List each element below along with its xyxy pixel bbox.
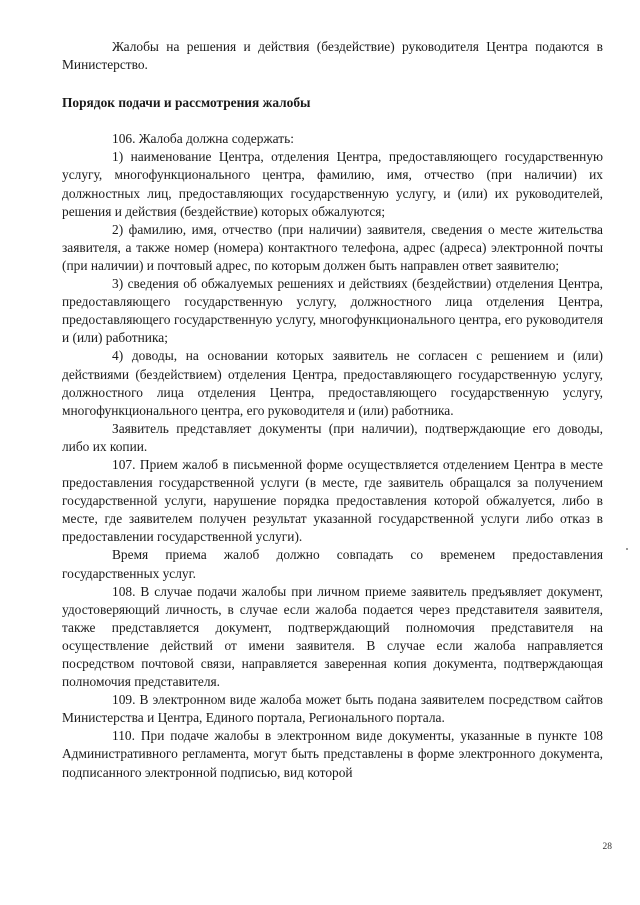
item-4: 4) доводы, на основании которых заявитель не согласен с решением и (или) действиями (бездействием) отделения Центра, предоставляющего государственную услугу, должностного лица отделения Центра, предоставляющего государственную услугу, многофункционального центра, его руководителя и (или) работника. [62, 348, 603, 418]
paragraph-110: 110. При подаче жалобы в электронном виде документы, указанные в пункте 108 Административного регламента, могут быть представлены в форме электронного документа, подписанного электронной подписью, вид которой [62, 728, 603, 780]
item-2: 2) фамилию, имя, отчество (при наличии) заявителя, сведения о месте жительства заявителя, а также номер (номера) контактного телефона, адрес (адреса) электронной почты (при наличии) и почтовый адрес, по которым должен быть направлен ответ заявителю; [62, 221, 603, 273]
reception-time-paragraph: Время приема жалоб должно совпадать со временем предоставления государственных услуг. [62, 547, 603, 581]
paragraph-106: 106. Жалоба должна содержать: [112, 131, 294, 147]
page-number: 28 [602, 842, 612, 852]
paragraph-107: 107. Прием жалоб в письменной форме осуществляется отделением Центра в месте предоставления государственной услуги (в месте, где заявитель обращался за получением государственной услуги, нарушение порядка предоставления которой обжалуется, либо в месте, где заявителем получен результат указанной государственной услуги либо отказ в предоставлении государственной услуги). [62, 456, 603, 545]
applicant-documents-paragraph: Заявитель представляет документы (при наличии), подтверждающие его доводы, либо их копии. [62, 420, 603, 454]
scan-speck [626, 548, 628, 550]
section-heading: Порядок подачи и рассмотрения жалобы [62, 95, 311, 111]
paragraph-109: 109. В электронном виде жалоба может быть подана заявителем посредством сайтов Министерства и Центра, Единого портала, Регионального портала. [62, 692, 603, 726]
page-content [62, 38, 603, 782]
item-3: 3) сведения об обжалуемых решениях и действиях (бездействии) отделения Центра, предоставляющего государственную услугу, должностного лица отделения Центра, предоставляющего государственную услугу, многофункционального центра, его руководителя и (или) работника; [62, 276, 603, 346]
paragraph-108: 108. В случае подачи жалобы при личном приеме заявитель предъявляет документ, удостоверяющий личность, в случае если жалоба подается через представителя заявителя, также представляется документ, подтверждающий полномочия представителя на осуществление действий от имени заявителя. В случае если жалоба направляется посредством почтовой связи, направляется заверенная копия документа, подтверждающая полномочия представителя. [62, 583, 603, 690]
item-1: 1) наименование Центра, отделения Центра, предоставляющего государственную услугу, многофункционального центра, фамилию, имя, отчество (при наличии) их должностных лиц, предоставляющих государственную услугу, и (или) их руководителей, решения и действия (бездействие) которых обжалуются; [62, 149, 603, 219]
intro-paragraph: Жалобы на решения и действия (бездействие) руководителя Центра подаются в Министерство. [62, 39, 603, 73]
